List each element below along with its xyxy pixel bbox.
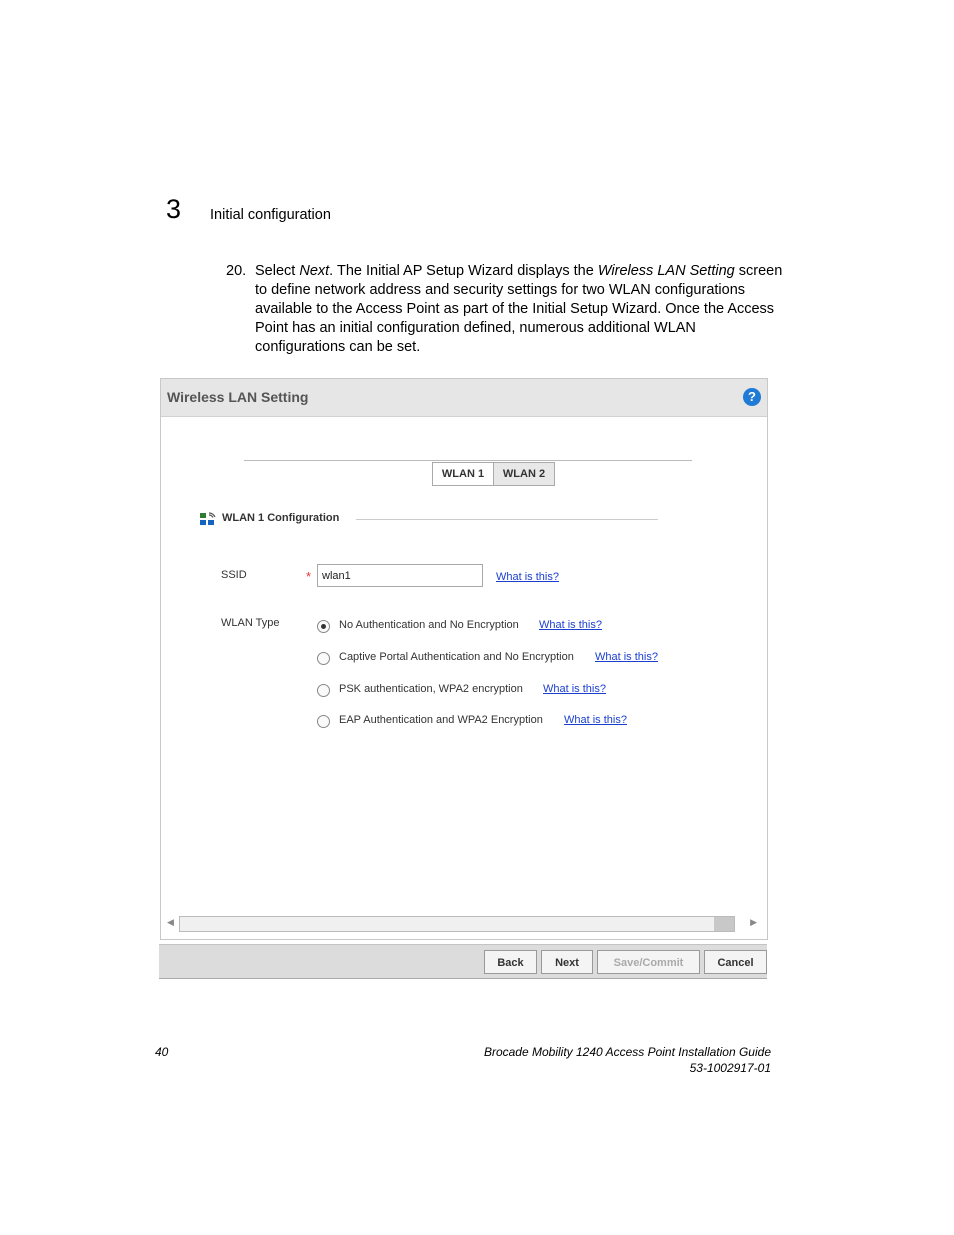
horizontal-scrollbar[interactable] — [167, 915, 757, 931]
footer-doc-number: 53-1002917-01 — [689, 1061, 771, 1075]
chapter-number: 3 — [166, 194, 182, 224]
tab-wlan-1[interactable]: WLAN 1 — [432, 462, 494, 486]
help-icon[interactable]: ? — [743, 388, 761, 406]
ssid-help-link[interactable]: What is this? — [496, 571, 559, 583]
wlan-type-label: WLAN Type — [221, 617, 280, 629]
section-divider — [356, 519, 658, 520]
scroll-left-icon[interactable]: ◀ — [167, 917, 174, 927]
panel-header — [161, 379, 767, 417]
step-paragraph — [226, 262, 786, 357]
radio-no-auth[interactable] — [317, 620, 330, 633]
section-title: WLAN 1 Configuration — [222, 512, 340, 524]
save-commit-button[interactable]: Save/Commit — [597, 950, 700, 974]
step-text-a: Select — [255, 263, 300, 279]
panel-title: Wireless LAN Setting — [167, 389, 309, 405]
back-button[interactable]: Back — [484, 950, 537, 974]
scroll-track[interactable] — [179, 916, 735, 932]
eap-help-link[interactable]: What is this? — [564, 714, 627, 726]
scroll-right-icon[interactable]: ▶ — [750, 917, 757, 927]
footer-guide-title: Brocade Mobility 1240 Access Point Installation Guide — [483, 1045, 771, 1059]
cancel-button[interactable]: Cancel — [704, 950, 767, 974]
step-text-screen-name: Wireless LAN Setting — [597, 263, 735, 279]
ssid-label: SSID — [221, 569, 247, 581]
required-marker: * — [306, 569, 312, 584]
scroll-thumb[interactable] — [714, 917, 734, 931]
ssid-input[interactable]: wlan1 — [317, 564, 483, 587]
network-icon — [199, 511, 217, 527]
tabs-divider — [244, 460, 692, 461]
step-text-next: Next — [299, 263, 330, 279]
radio-label-no-auth: No Authentication and No Encryption — [339, 619, 519, 631]
captive-portal-help-link[interactable]: What is this? — [595, 651, 658, 663]
step-text-e: screen to define network address and security settings for two WLAN configurations available to the Access Point as part of the Initial Setup Wizard. Once the Access Point has an initial configuration defined, numerous additional WLAN configurations can be set. — [255, 263, 783, 355]
wireless-lan-setting-panel — [160, 378, 768, 940]
wizard-button-bar — [159, 944, 767, 979]
radio-captive-portal[interactable] — [317, 652, 330, 665]
radio-psk[interactable] — [317, 684, 330, 697]
radio-label-captive-portal: Captive Portal Authentication and No Encryption — [339, 651, 574, 663]
step-text-c: . The Initial AP Setup Wizard displays the — [329, 263, 598, 279]
chapter-title: Initial configuration — [210, 207, 331, 223]
radio-eap[interactable] — [317, 715, 330, 728]
next-button[interactable]: Next — [541, 950, 593, 974]
radio-label-eap: EAP Authentication and WPA2 Encryption — [339, 714, 543, 726]
footer-page-number: 40 — [155, 1045, 169, 1059]
radio-label-psk: PSK authentication, WPA2 encryption — [339, 683, 523, 695]
no-auth-help-link[interactable]: What is this? — [539, 619, 602, 631]
step-number: 20. — [226, 263, 247, 279]
tab-wlan-2[interactable]: WLAN 2 — [493, 462, 555, 486]
psk-help-link[interactable]: What is this? — [543, 683, 606, 695]
step-body — [255, 262, 786, 357]
